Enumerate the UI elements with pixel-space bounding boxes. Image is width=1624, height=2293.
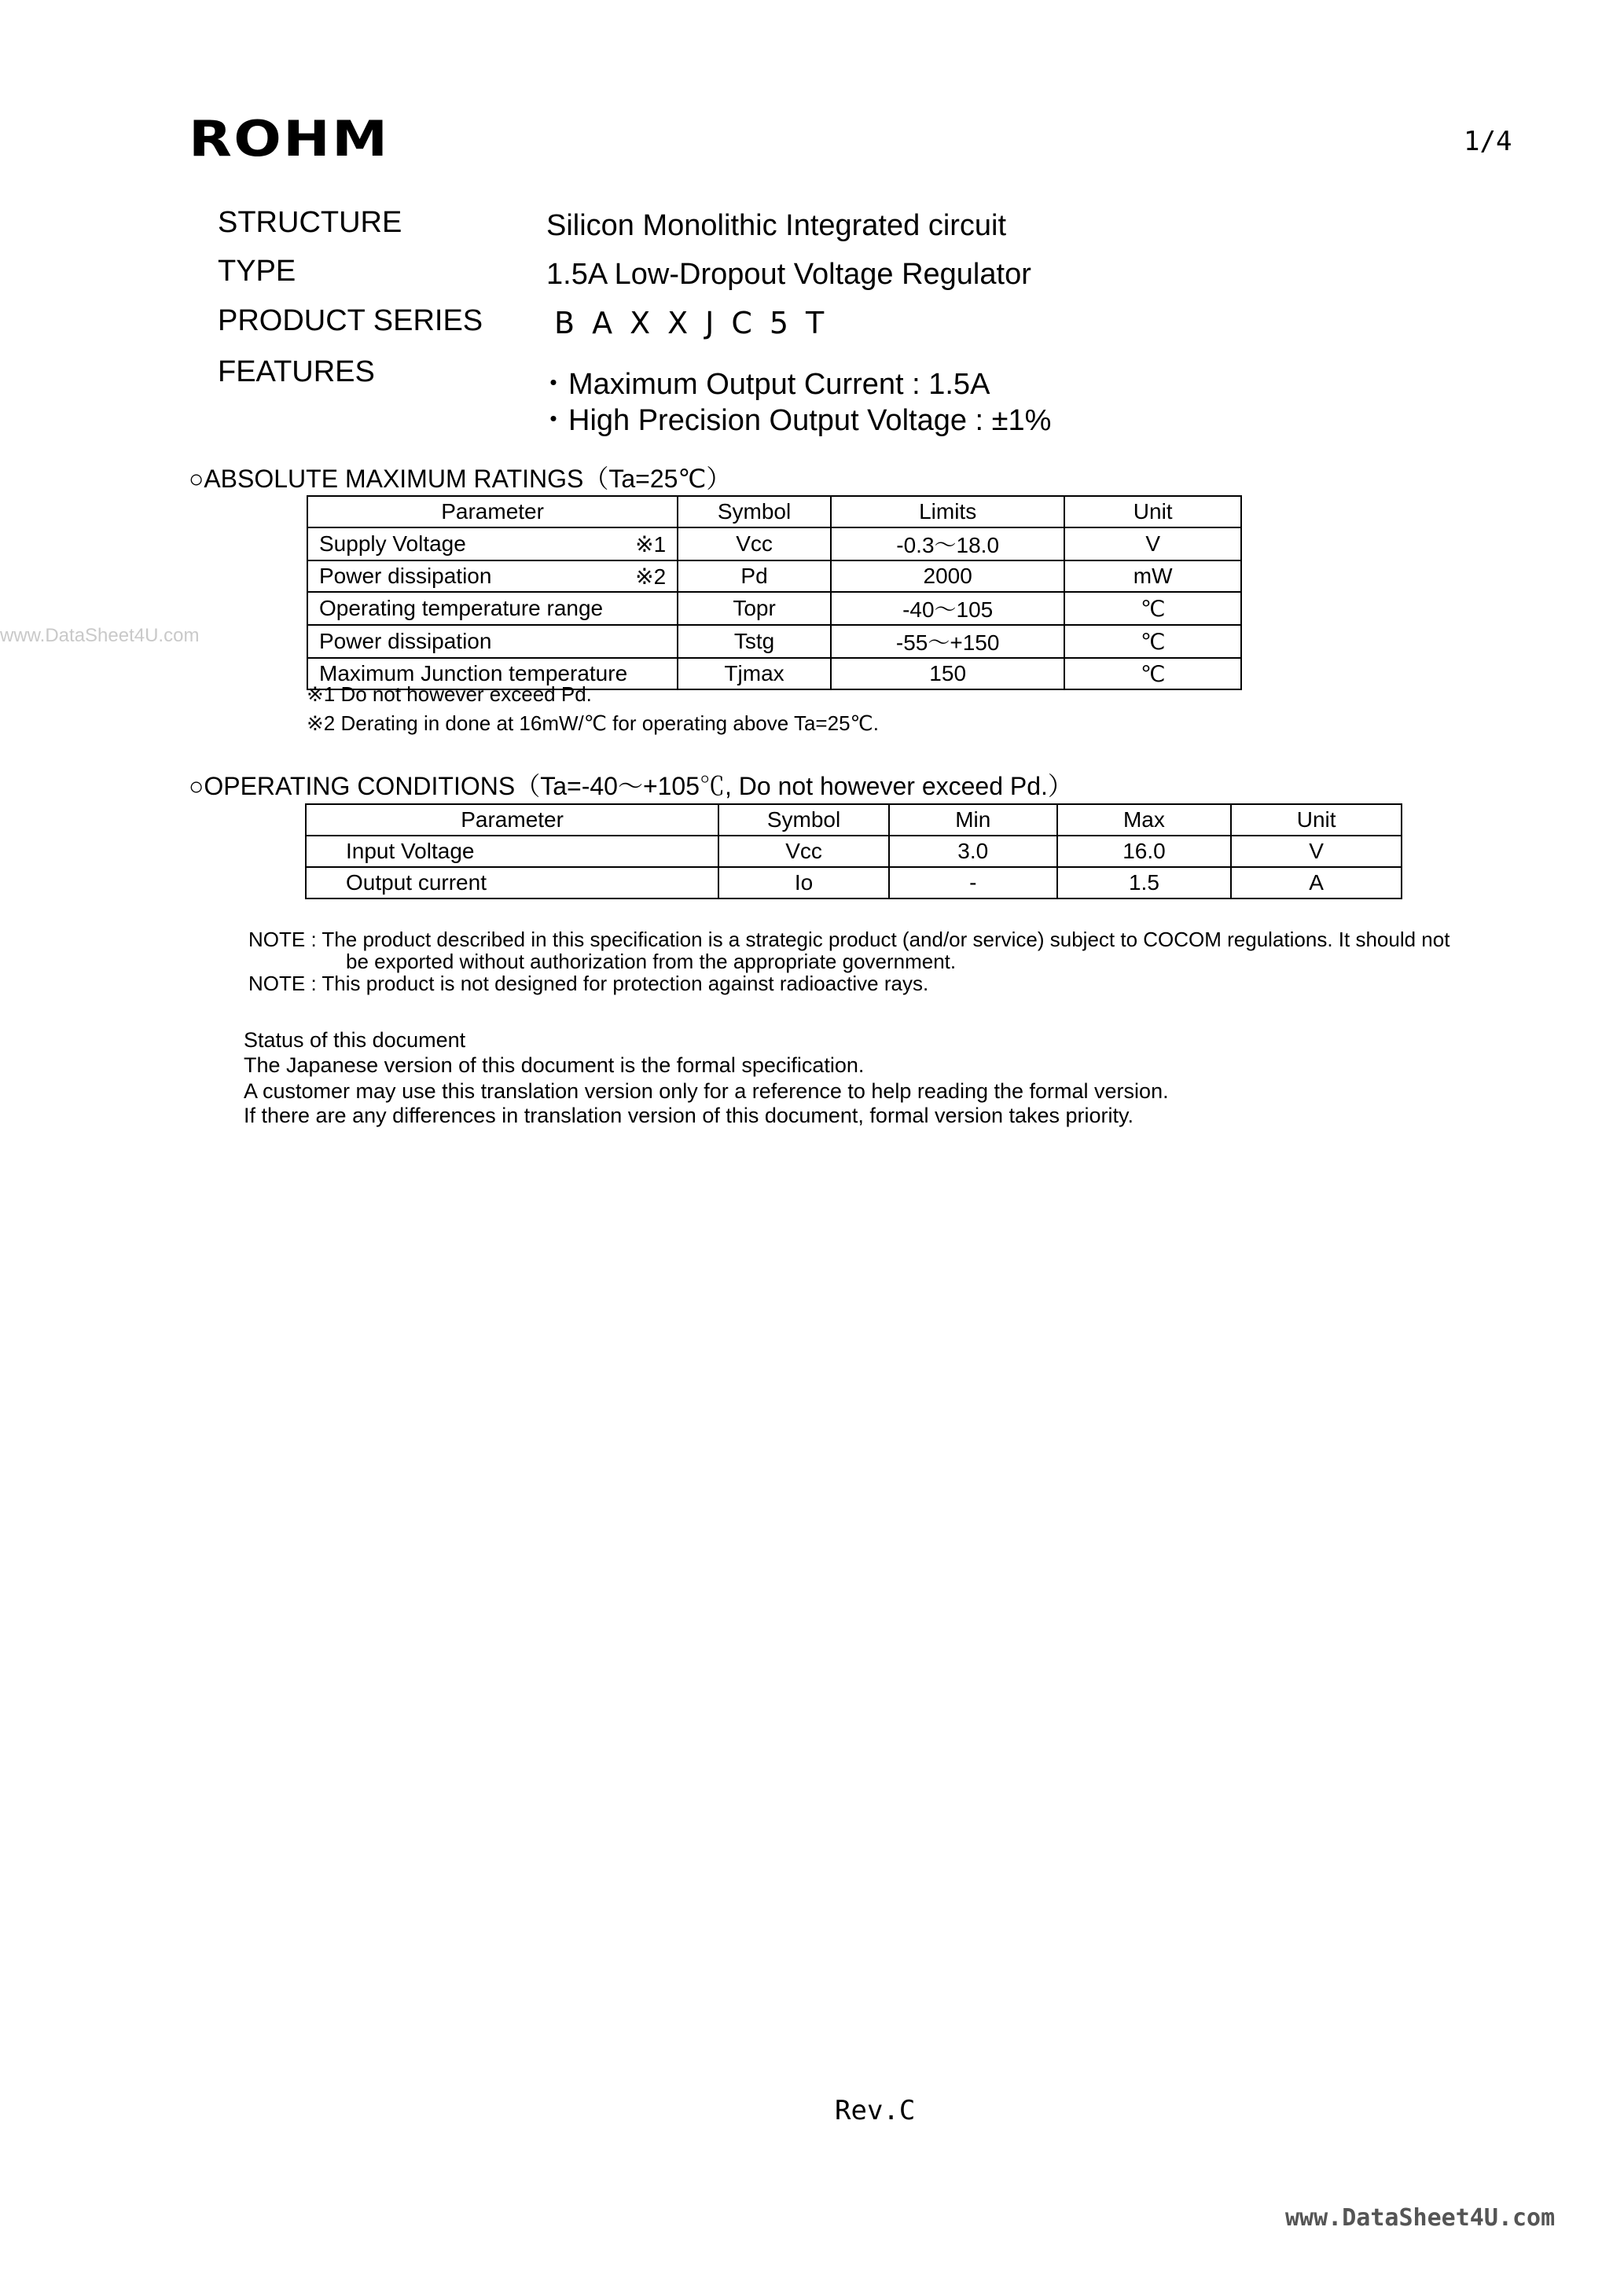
param-cell: Maximum Junction temperature — [307, 658, 678, 689]
footnote-ref: ※1 — [635, 531, 667, 557]
unit-cell: ℃ — [1064, 658, 1241, 689]
note-cocom-continued: be exported without authorization from the appropriate government. — [346, 950, 957, 973]
min-cell: 3.0 — [889, 836, 1057, 867]
limits-cell: -55～+150 — [831, 625, 1064, 658]
limits-cell: 2000 — [831, 560, 1064, 592]
min-cell: - — [889, 867, 1057, 898]
param-cell — [307, 527, 678, 560]
param-cell: Power dissipation — [307, 625, 678, 658]
header-cell: Unit — [1064, 496, 1241, 527]
param-cell: Output current — [306, 867, 718, 898]
status-heading: Status of this document — [244, 1028, 466, 1052]
feature-output-precision: ・High Precision Output Voltage : ±1% — [538, 404, 1052, 437]
note-radioactive: NOTE : This product is not designed for protection against radioactive rays. — [248, 972, 929, 995]
status-line: A customer may use this translation version only for a reference to help reading the formal version. — [244, 1079, 1169, 1103]
feature-max-output-current: ・Maximum Output Current : 1.5A — [538, 368, 990, 401]
param-cell: Input Voltage — [306, 836, 718, 867]
spec-value-structure: Silicon Monolithic Integrated circuit — [546, 209, 1007, 242]
param-cell: Operating temperature range — [307, 592, 678, 625]
revision-label: Rev.C — [835, 2095, 916, 2126]
max-cell: 16.0 — [1057, 836, 1232, 867]
header-cell: Symbol — [718, 804, 889, 836]
table-row — [307, 625, 1241, 658]
table-row — [306, 867, 1402, 898]
side-watermark: www.DataSheet4U.com — [0, 625, 200, 646]
table-row — [307, 560, 1241, 592]
header-cell: Limits — [831, 496, 1064, 527]
param-text: Supply Voltage — [319, 531, 466, 556]
operating-conditions-table — [305, 803, 1402, 899]
rohm-logo: ROHM — [189, 110, 390, 167]
header-cell: Unit — [1231, 804, 1402, 836]
limits-cell: -0.3～18.0 — [831, 527, 1064, 560]
spec-value-type: 1.5A Low-Dropout Voltage Regulator — [546, 258, 1031, 291]
max-cell: 1.5 — [1057, 867, 1232, 898]
table-header-row — [306, 804, 1402, 836]
table-row — [307, 527, 1241, 560]
param-cell — [307, 560, 678, 592]
spec-label-features: FEATURES — [218, 355, 375, 388]
symbol-cell: Io — [718, 867, 889, 898]
footnote-ref: ※2 — [635, 564, 667, 589]
footnote-1: ※1 Do not however exceed Pd. — [307, 682, 592, 706]
symbol-cell: Vcc — [718, 836, 889, 867]
abs-max-ratings-title: ○ABSOLUTE MAXIMUM RATINGS（Ta=25℃） — [189, 465, 732, 493]
page-number: 1/4 — [1464, 126, 1512, 157]
header-cell: Max — [1057, 804, 1232, 836]
spec-value-product-series: BAXXJC5T — [554, 306, 842, 340]
table-row — [306, 836, 1402, 867]
header-cell: Min — [889, 804, 1057, 836]
unit-cell: V — [1231, 836, 1402, 867]
note-cocom: NOTE : The product described in this specification is a strategic product (and/or service) subject to COCOM regulations. It should not — [248, 928, 1450, 951]
symbol-cell: Topr — [678, 592, 831, 625]
status-line: If there are any differences in translation version of this document, formal version takes priority. — [244, 1104, 1134, 1127]
unit-cell: V — [1064, 527, 1241, 560]
unit-cell: ℃ — [1064, 592, 1241, 625]
spec-label-structure: STRUCTURE — [218, 206, 402, 239]
unit-cell: A — [1231, 867, 1402, 898]
operating-conditions-title: ○OPERATING CONDITIONS（Ta=-40～+105℃, Do not however exceed Pd.） — [189, 772, 1073, 800]
status-line: The Japanese version of this document is the formal specification. — [244, 1053, 865, 1077]
spec-label-type: TYPE — [218, 255, 296, 288]
symbol-cell: Vcc — [678, 527, 831, 560]
limits-cell: 150 — [831, 658, 1064, 689]
symbol-cell: Pd — [678, 560, 831, 592]
abs-max-ratings-table — [307, 495, 1242, 690]
header-cell: Parameter — [307, 496, 678, 527]
unit-cell: ℃ — [1064, 625, 1241, 658]
header-cell: Parameter — [306, 804, 718, 836]
spec-label-product-series: PRODUCT SERIES — [218, 304, 483, 337]
param-text: Power dissipation — [319, 563, 492, 588]
footer-watermark: www.DataSheet4U.com — [1285, 2204, 1556, 2232]
footnote-2: ※2 Derating in done at 16mW/℃ for operating above Ta=25℃. — [307, 711, 879, 735]
unit-cell: mW — [1064, 560, 1241, 592]
symbol-cell: Tstg — [678, 625, 831, 658]
symbol-cell: Tjmax — [678, 658, 831, 689]
header-cell: Symbol — [678, 496, 831, 527]
limits-cell: -40～105 — [831, 592, 1064, 625]
table-header-row — [307, 496, 1241, 527]
table-row — [307, 592, 1241, 625]
